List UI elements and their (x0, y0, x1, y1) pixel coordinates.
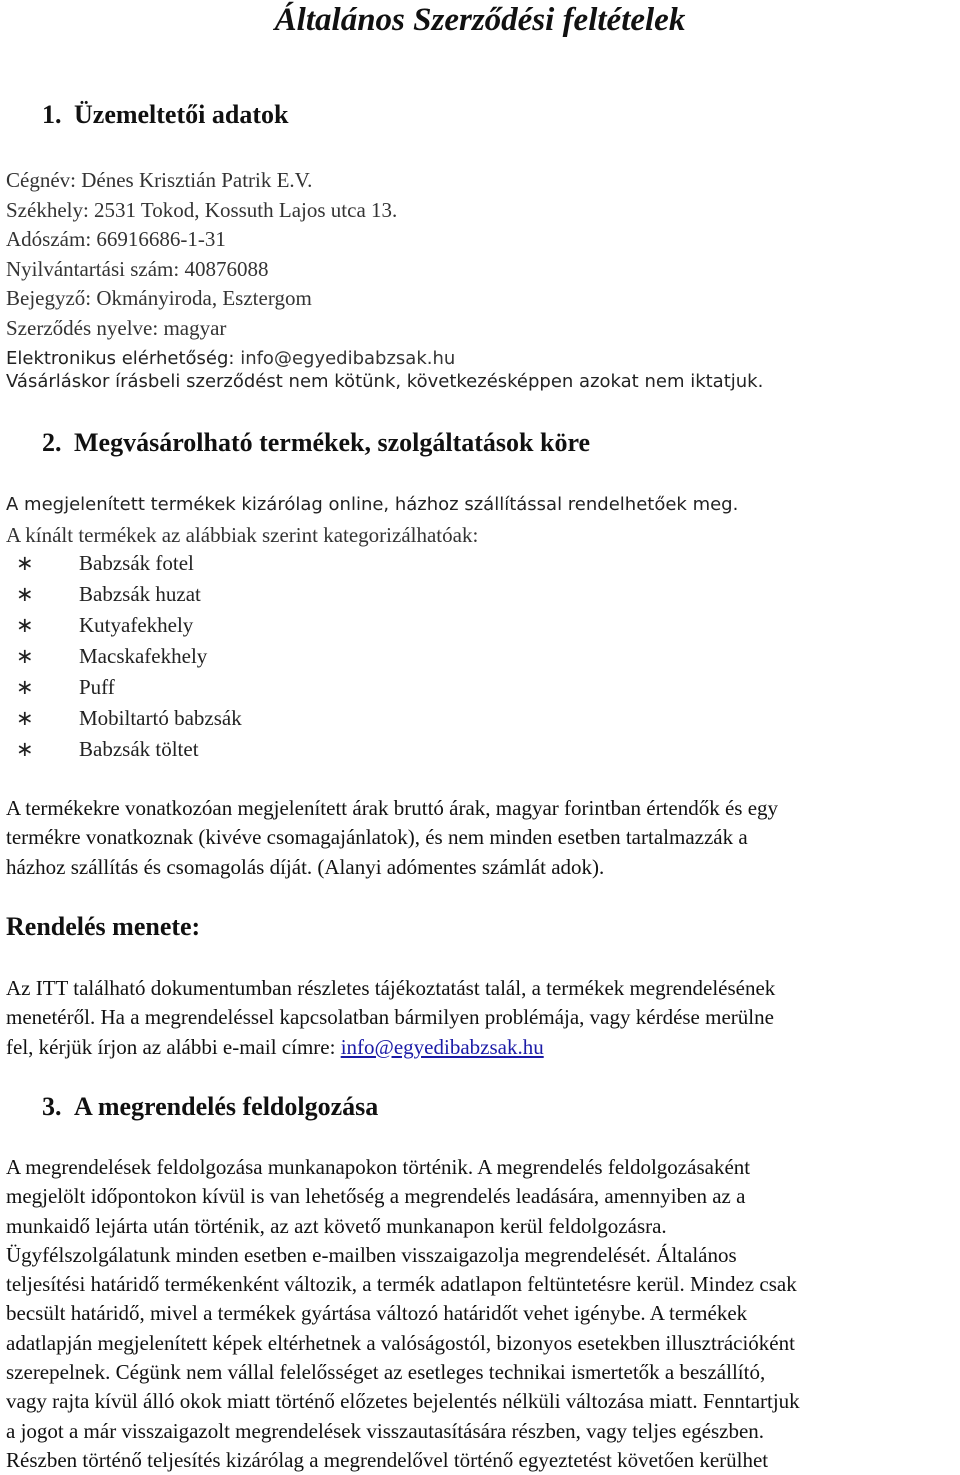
info-line: Nyilvántartási szám: 40876088 (6, 256, 269, 281)
section-2-title: Megvásárolható termékek, szolgáltatások köre (74, 428, 591, 457)
paragraph-line: házhoz szállítás és csomagolás díját. (Alanyi adómentes számlát adok). (6, 854, 605, 879)
info-line: Cégnév: Dénes Krisztián Patrik E.V. (6, 168, 313, 192)
ordering-email-link[interactable]: info@egyedibabzsak.hu (340, 1034, 544, 1059)
category-list (6, 548, 242, 765)
paragraph-line: teljesítési határidő termékenként változik, a termék adatlapon feltüntetésre kerül. Mindez csak (6, 1272, 797, 1297)
list-item: ∗ Babzsák fotel (6, 548, 242, 579)
paragraph-line: munkaidő lejárta után történik, az azt követő munkanapon kerül feldolgozásra. (6, 1213, 667, 1238)
list-item: ∗ Babzsák huzat (6, 579, 242, 610)
section-1-number: 1. (42, 100, 62, 129)
section-2-heading (42, 428, 590, 458)
paragraph-line: vagy rajta kívül álló okok miatt történő előzetes bejelentés nélküli változása miatt. Fenntartjuk (6, 1389, 800, 1414)
paragraph-line: menetéről. Ha a megrendeléssel kapcsolatban bármilyen problémája, vagy kérdése merülne (6, 1005, 774, 1030)
paragraph-line: a jogot a már visszaigazolt megrendelések visszautasítására részben, vagy teljes egészben. (6, 1418, 765, 1443)
section-3-heading (42, 1092, 378, 1122)
section-1-heading (42, 100, 288, 130)
bullet-icon: ∗ (16, 675, 34, 699)
info-line: Adószám: 66916686-1-31 (6, 227, 226, 251)
processing-paragraph (6, 1153, 800, 1475)
paragraph-line: Ügyfélszolgálatunk minden esetben e-mailben visszaigazolja megrendelését. Általános (6, 1242, 737, 1267)
categories-intro: A kínált termékek az alábbiak szerint kategorizálhatóak: (6, 523, 479, 547)
operator-info (6, 166, 455, 373)
section-3-title: A megrendelés feldolgozása (74, 1092, 379, 1121)
paragraph-line: termékre vonatkoznak (kivéve csomagajánlatok), és nem minden esetben tartalmazzák a (6, 825, 748, 850)
paragraph-line: Az ITT található dokumentumban részletes tájékoztatást talál, a termékek megrendelésének (6, 976, 776, 1000)
list-item: ∗ Macskafekhely (6, 641, 242, 672)
paragraph-line: Részben történő teljesítés kizárólag a megrendelővel történő egyeztetést követően kerülhet (6, 1447, 769, 1472)
contract-note: Vásárláskor írásbeli szerződést nem kötünk, következésképpen azokat nem iktatjuk. (6, 371, 764, 392)
paragraph-line: becsült határidő, mivel a termékek gyártása változó határidőt vehet igénybe. A termékek (6, 1301, 748, 1326)
contact-line (6, 343, 455, 373)
bullet-icon: ∗ (16, 613, 34, 637)
ordering-heading: Rendelés menete: (6, 912, 201, 941)
list-item: ∗ Babzsák töltet (6, 734, 242, 765)
section-2-number: 2. (42, 428, 62, 457)
list-item: ∗ Mobiltartó babzsák (6, 703, 242, 734)
paragraph-line: A megrendelések feldolgozása munkanapokon történik. A megrendelés feldolgozásaként (6, 1155, 751, 1179)
price-paragraph (6, 794, 778, 882)
info-line: Szerződés nyelve: magyar (6, 315, 227, 340)
bullet-icon: ∗ (16, 644, 34, 668)
online-note: A megjelenített termékek kizárólag online, házhoz szállítással rendelhetőek meg. (6, 494, 739, 515)
bullet-icon: ∗ (16, 551, 34, 575)
list-item: ∗ Kutyafekhely (6, 610, 242, 641)
info-line: Bejegyző: Okmányiroda, Esztergom (6, 286, 312, 310)
paragraph-line: fel, kérjük írjon az alábbi e-mail címre: info@egyedibabzsak.hu (6, 1034, 544, 1059)
contact-email-link[interactable]: info@egyedibabzsak.hu (240, 348, 456, 369)
bullet-icon: ∗ (16, 737, 34, 761)
section-3-number: 3. (42, 1092, 62, 1121)
list-item: ∗ Puff (6, 672, 242, 703)
page-title: Általános Szerződési feltételek (274, 2, 686, 38)
bullet-icon: ∗ (16, 582, 34, 606)
ordering-paragraph (6, 974, 775, 1062)
paragraph-line: megjelölt időpontokon kívül is van lehetőség a megrendelés leadására, amennyiben az a (6, 1184, 746, 1209)
paragraph-line: adatlapján megjelenített képek eltérhetnek a valóságostól, bizonyos esetekben illusztrációként (6, 1330, 795, 1355)
info-line: Székhely: 2531 Tokod, Kossuth Lajos utca 13. (6, 197, 398, 222)
bullet-icon: ∗ (16, 706, 34, 730)
paragraph-line: szerepelnek. Cégünk nem vállal felelősséget az esetleges technikai ismertetők a beszállító, (6, 1360, 766, 1385)
section-1-title: Üzemeltetői adatok (74, 100, 289, 129)
paragraph-line: A termékekre vonatkozóan megjelenített árak bruttó árak, magyar forintban értendők és egy (6, 796, 779, 820)
contact-label: Elektronikus elérhetőség: (6, 348, 241, 369)
